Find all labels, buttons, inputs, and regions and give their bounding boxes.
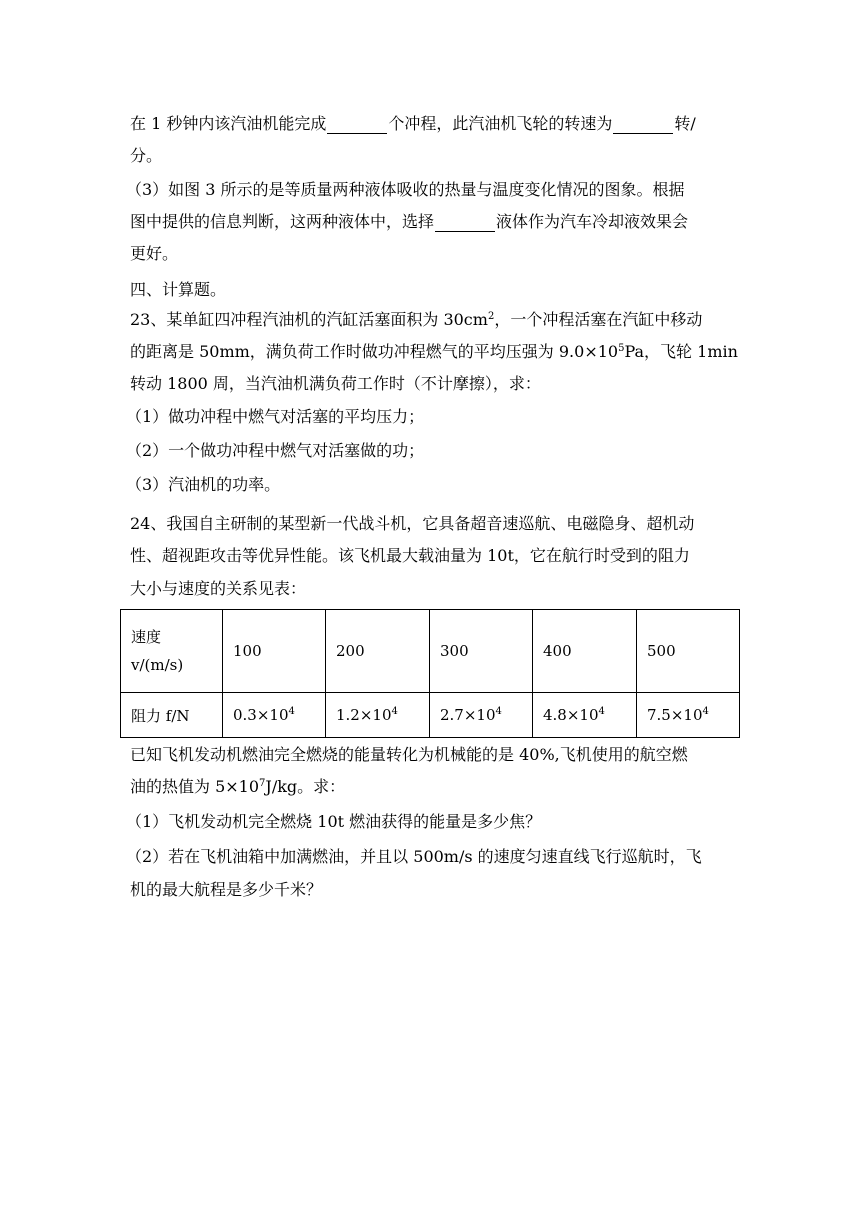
q24-line-3: 大小与速度的关系见表： — [130, 579, 307, 598]
table-cell-resistance: $4.8\times 10^4$ — [533, 693, 637, 738]
q24-line-2: 性、超视距攻击等优异性能。该飞机最大载油量为 10t，它在航行时受到的阻力 — [130, 546, 690, 565]
q22-part3-line-2 — [130, 212, 688, 232]
q24-after-2-text-b: J/kg。求： — [265, 777, 346, 796]
q24-sub-2-line-1: （2）若在飞机油箱中加满燃油，并且以 500m/s 的速度匀速直线飞行巡航时，飞 — [126, 847, 702, 866]
table-header-speed: 速度 v/(m/s) — [121, 610, 223, 693]
q23-line-2-sup: 5 — [618, 343, 625, 354]
table-cell-resistance: $7.5\times 10^4$ — [637, 693, 740, 738]
table-row-speed — [121, 610, 740, 693]
table-cell-resistance: $1.2\times 10^4$ — [326, 693, 430, 738]
q22-part3-line-1: （3）如图 3 所示的是等质量两种液体吸收的热量与温度变化情况的图象。根据 — [126, 180, 685, 199]
q23-line-1-sup: 2 — [487, 311, 495, 322]
q23-line-3: 转动 1800 周，当汽油机满负荷工作时（不计摩擦），求： — [130, 374, 541, 393]
q24-sub-2-line-2: 机的最大航程是多少千米？ — [130, 880, 323, 899]
q22-part3-text-b: 液体作为汽车冷却液效果会 — [496, 212, 689, 231]
q24-after-1: 已知飞机发动机燃油完全燃烧的能量转化为机械能的是 40%,飞机使用的航空燃 — [130, 745, 688, 764]
table-cell-speed: 400 — [533, 610, 637, 693]
q24-sub-1: （1）飞机发动机完全燃烧 10t 燃油获得的能量是多少焦？ — [126, 812, 542, 831]
q23-sub-2: （2）一个做功冲程中燃气对活塞做的功； — [126, 441, 425, 460]
table-cell-speed: 200 — [326, 610, 430, 693]
q22-part3-line-3: 更好。 — [130, 244, 179, 263]
table-cell-speed: 300 — [430, 610, 533, 693]
q22-line-1-text-c: 转/ — [674, 114, 696, 133]
q23-line-1 — [130, 310, 702, 330]
q22-line-1-text-a: 在 1 秒钟内该汽油机能完成 — [130, 114, 327, 133]
answer-blank-speed — [613, 117, 673, 134]
q22-part3-text-a: 图中提供的信息判断，这两种液体中，选择 — [130, 212, 435, 231]
q24-after-2-text-a: 油的热值为 5×10 — [130, 777, 260, 796]
table-header-resistance: 阻力 f/N — [121, 693, 223, 738]
q22-line-1 — [130, 114, 696, 134]
q23-line-2-text-b: Pa，飞轮 1min — [624, 342, 738, 361]
q23-line-1-text-a: 23、某单缸四冲程汽油机的汽缸活塞面积为 30cm — [130, 310, 488, 329]
q23-line-2-text-a: 的距离是 50mm，满负荷工作时做功冲程燃气的平均压强为 9.0×10 — [130, 342, 619, 361]
table-cell-speed: 500 — [637, 610, 740, 693]
answer-blank-strokes — [327, 117, 387, 134]
q24-after-2 — [130, 777, 345, 797]
table-cell-speed: 100 — [223, 610, 326, 693]
answer-blank-liquid — [435, 215, 495, 232]
q22-line-1-text-b: 个冲程，此汽油机飞轮的转速为 — [388, 114, 613, 133]
q23-line-2 — [130, 342, 738, 362]
table-cell-resistance: $0.3\times 10^4$ — [223, 693, 326, 738]
speed-resistance-table — [120, 609, 740, 738]
table-cell-resistance: $2.7\times 10^4$ — [430, 693, 533, 738]
q23-sub-1: （1）做功冲程中燃气对活塞的平均压力； — [126, 407, 425, 426]
table-row-resistance — [121, 693, 740, 738]
section-title: 四、计算题。 — [130, 280, 227, 299]
q24-after-2-sup: 7 — [259, 778, 266, 789]
q23-line-1-text-b: ，一个冲程活塞在汽缸中移动 — [494, 310, 703, 329]
q22-line-2: 分。 — [130, 146, 163, 165]
q24-line-1: 24、我国自主研制的某型新一代战斗机，它具备超音速巡航、电磁隐身、超机动 — [130, 514, 695, 533]
q23-sub-3: （3）汽油机的功率。 — [126, 475, 281, 494]
